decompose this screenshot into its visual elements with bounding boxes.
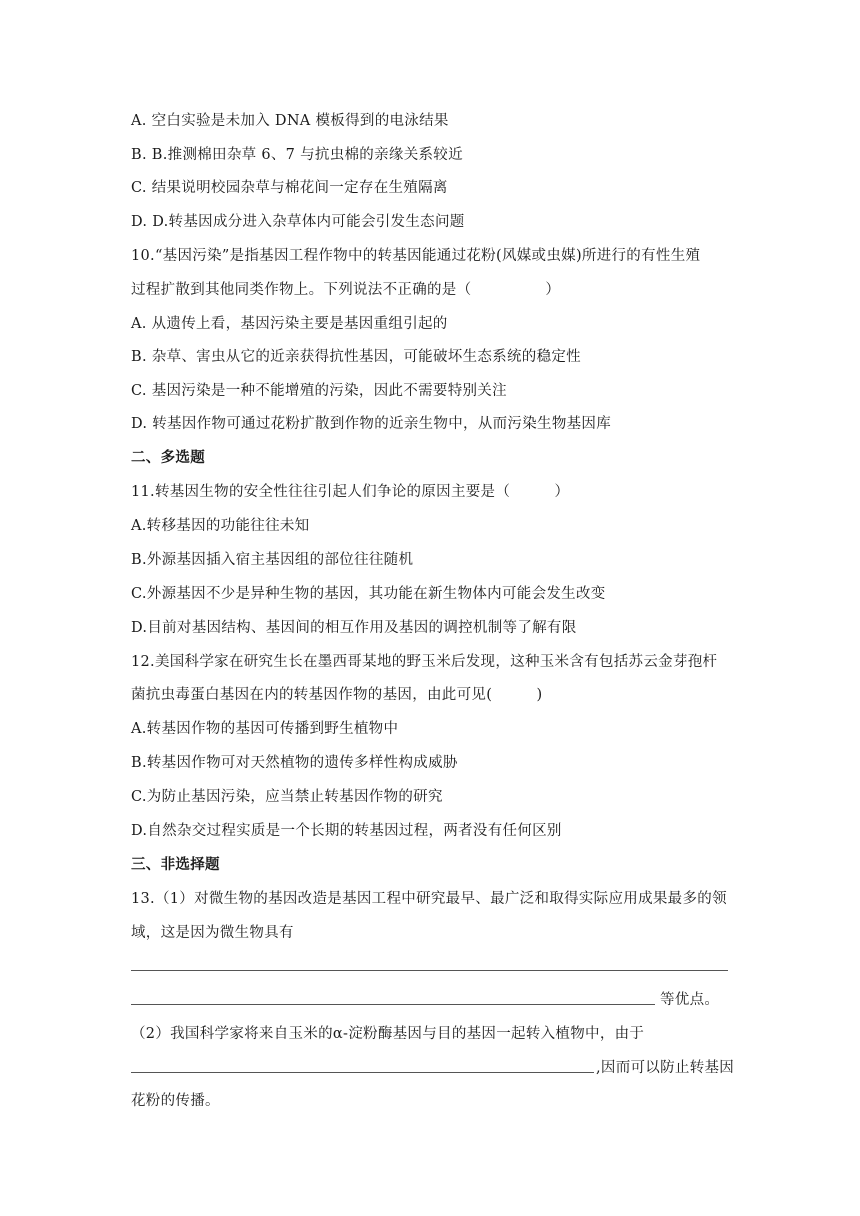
q11-option-c: C.外源基因不少是异种生物的基因，其功能在新生物体内可能会发生改变 <box>131 586 606 602</box>
q12-option-c: C.为防止基因污染，应当禁止转基因作物的研究 <box>131 789 443 805</box>
q12-stem-line1: 12.美国科学家在研究生长在墨西哥某地的野玉米后发现，这种玉米含有包括苏云金芽孢杆 <box>131 654 718 670</box>
q11-option-d: D.目前对基因结构、基因间的相互作用及基因的调控机制等了解有限 <box>131 620 577 636</box>
q10-option-b: B. 杂草、害虫从它的近亲获得抗性基因，可能破坏生态系统的稳定性 <box>131 349 581 365</box>
q13-part1-line1: 13.（1）对微生物的基因改造是基因工程中研究最早、最广泛和取得实际应用成果最多的领 <box>131 891 727 907</box>
q13-part2-mid: ,因而可以防止转基因 <box>596 1060 735 1076</box>
q13-answer-blank-1b[interactable] <box>131 1004 655 1005</box>
q12-option-d: D.自然杂交过程实质是一个长期的转基因过程，两者没有任何区别 <box>131 823 562 839</box>
q10-option-a: A. 从遗传上看，基因污染主要是基因重组引起的 <box>131 316 448 332</box>
q11-stem: 11.转基因生物的安全性往往引起人们争论的原因主要是（ ） <box>131 484 570 500</box>
q12-stem-line2: 菌抗虫毒蛋白基因在内的转基因作物的基因，由此可见( ) <box>131 687 543 703</box>
q12-option-b: B.转基因作物可对天然植物的遗传多样性构成威胁 <box>131 755 458 771</box>
q12-option-a: A.转基因作物的基因可传播到野生植物中 <box>131 721 399 737</box>
prev-option-c: C. 结果说明校园杂草与棉花间一定存在生殖隔离 <box>131 180 448 196</box>
q11-option-b: B.外源基因插入宿主基因组的部位往往随机 <box>131 552 414 568</box>
section-title-non-choice: 三、非选择题 <box>131 857 220 873</box>
prev-option-b: B. B.推测棉田杂草 6、7 与抗虫棉的亲缘关系较近 <box>131 147 463 163</box>
q13-part2-line3: 花粉的传播。 <box>131 1093 220 1109</box>
prev-option-a: A. 空白实验是未加入 DNA 模板得到的电泳结果 <box>131 113 449 129</box>
q10-option-d: D. 转基因作物可通过花粉扩散到作物的近亲生物中，从而污染生物基因库 <box>131 416 612 432</box>
q13-answer-blank-2[interactable] <box>131 1072 594 1073</box>
prev-option-d: D. D.转基因成分进入杂草体内可能会引发生态问题 <box>131 214 465 230</box>
section-title-multiple-choice: 二、多选题 <box>131 450 205 466</box>
q11-option-a: A.转移基因的功能往往未知 <box>131 518 310 534</box>
q13-answer-blank-1a[interactable] <box>131 970 728 971</box>
q13-part1-line2: 域，这是因为微生物具有 <box>131 925 294 941</box>
q13-part2-line1: （2）我国科学家将来自玉米的α-淀粉酶基因与目的基因一起转入植物中，由于 <box>131 1026 645 1042</box>
q10-option-c: C. 基因污染是一种不能增殖的污染，因此不需要特别关注 <box>131 383 507 399</box>
q10-stem-line2: 过程扩散到其他同类作物上。下列说法不正确的是（ ） <box>131 282 561 298</box>
q10-stem-line1: 10.“基因污染”是指基因工程作物中的转基因能通过花粉(风媒或虫媒)所进行的有性生殖 <box>131 248 701 264</box>
q13-part1-end: 等优点。 <box>660 992 720 1008</box>
